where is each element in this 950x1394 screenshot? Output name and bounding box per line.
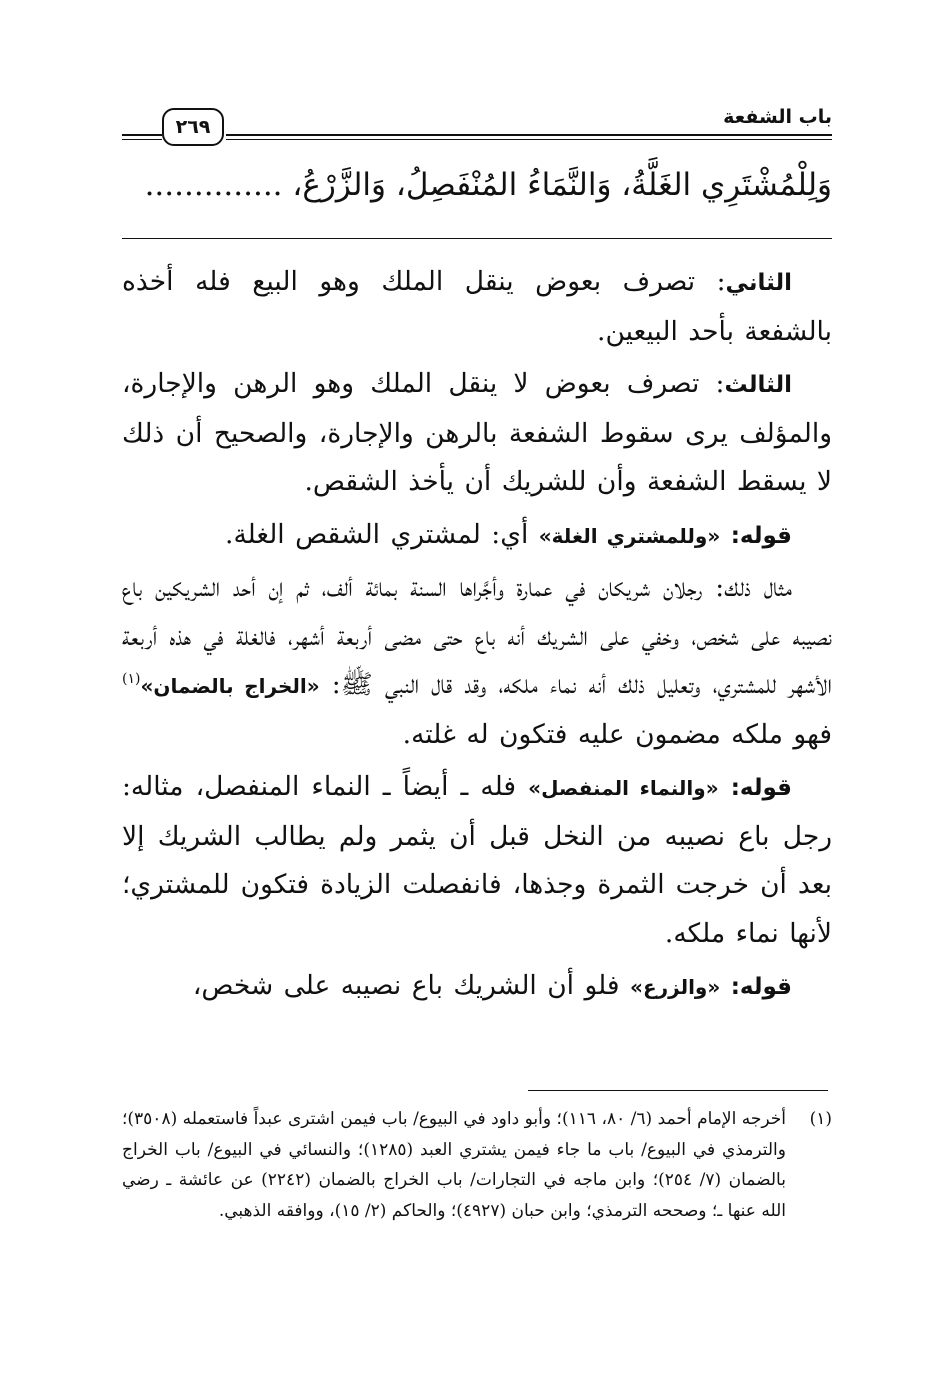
matn-divider [122,238,832,239]
header-rule-left [122,134,162,140]
paragraph-text: فهو ملكه مضمون عليه فتكون له غلته. [402,718,832,750]
matn-text: وَلِلْمُشْتَرِي الغَلَّةُ، وَالنَّمَاءُ المُنْفَصِلُ، وَالزَّرْعُ، .............. [144,167,832,203]
footnote [122,1104,832,1226]
footnote-text: أخرجه الإمام أحمد (٦/ ٨٠، ١١٦)؛ وأبو داود في البيوع/ باب فيمن اشترى عبداً فاستعمله (٣٥٠٨)؛ والترمذي في البيوع/ باب ما جاء فيمن يشتري العبد (١٢٨٥)؛ والنسائي في البيوع/ باب الخراج بالضمان (٧/ ٢٥٤)؛ وابن ماجه في التجارات/ باب الخراج بالضمان (٢٢٤٢) عن عائشة ـ رضي الله عنها ـ؛ وصححه الترمذي؛ وابن حبان (٤٩٢٧)؛ والحاكم (٢/ ١٥)، ووافقه الذهبي. [122,1109,787,1221]
paragraph-lead: قوله: [730,522,792,549]
footnote-divider [528,1090,828,1091]
paragraph-qawluhu-zar [122,962,832,1012]
paragraph-qawluhu-ghalla [122,511,832,561]
paragraph-lead: قوله: [730,775,792,801]
page-number: ٢٦٩ [162,108,224,146]
paragraph-second [122,258,832,356]
paragraph-third [122,360,832,507]
paragraph-text: : تصرف بعوض ينقل الملك وهو البيع فله أخذه بالشفعة بأحد البيعين. [122,266,832,347]
running-header [122,96,832,156]
quoted-matn: «وللمشتري الغلة» [538,523,721,548]
paragraph-text: مثال ذلك: رجلان شريكان في عمارة وأجَّراها السنة بمائة ألف، ثم إن أحد الشريكين باع نصيبه على شخص، وخفي على الشريك أنه باع حتى مضى أربعة أشهر، فالغلة في هذه أربعة الأشهر للمشتري، وتعليل ذلك أنه نماء ملكه، وقد قال النبي ﷺ: [122,572,832,700]
chapter-title: باب الشفعة [723,106,832,128]
paragraph-example [122,564,832,759]
paragraph-text: : تصرف بعوض لا ينقل الملك وهو الرهن والإجارة، والمؤلف يرى سقوط الشفعة بالرهن والإجارة، والصحيح أن ذلك لا يسقط الشفعة وأن للشريك أن يأخذ الشقص. [122,368,832,497]
paragraph-text: أي: لمشتري الشقص الغلة. [225,518,539,550]
header-rule [226,134,832,140]
paragraph-lead: الثالث [724,372,792,398]
footnote-reference[interactable]: (١) [122,671,141,688]
quoted-matn: «والنماء المنفصل» [528,776,719,800]
paragraph-text: فله ـ أيضاً ـ النماء المنفصل، مثاله: رجل باع نصيبه من النخل قبل أن يثمر ولم يطالب الشريك إلا بعد أن خرجت الثمرة وجذها، فانفصلت الزيادة فتكون للمشتري؛ لأنها نماء ملكه. [122,771,832,949]
paragraph-text: فلو أن الشريك باع نصيبه على شخص، [192,970,631,1001]
hadith-quote: «الخراج بالضمان» [140,674,320,698]
paragraph-lead: قوله: [730,974,792,1000]
paragraph-qawluhu-namaa [122,763,832,958]
commentary-body [122,258,832,1016]
quoted-matn: «والزرع» [630,975,721,999]
footnote-marker: (١) [809,1109,832,1129]
paragraph-lead: الثاني [725,270,792,296]
